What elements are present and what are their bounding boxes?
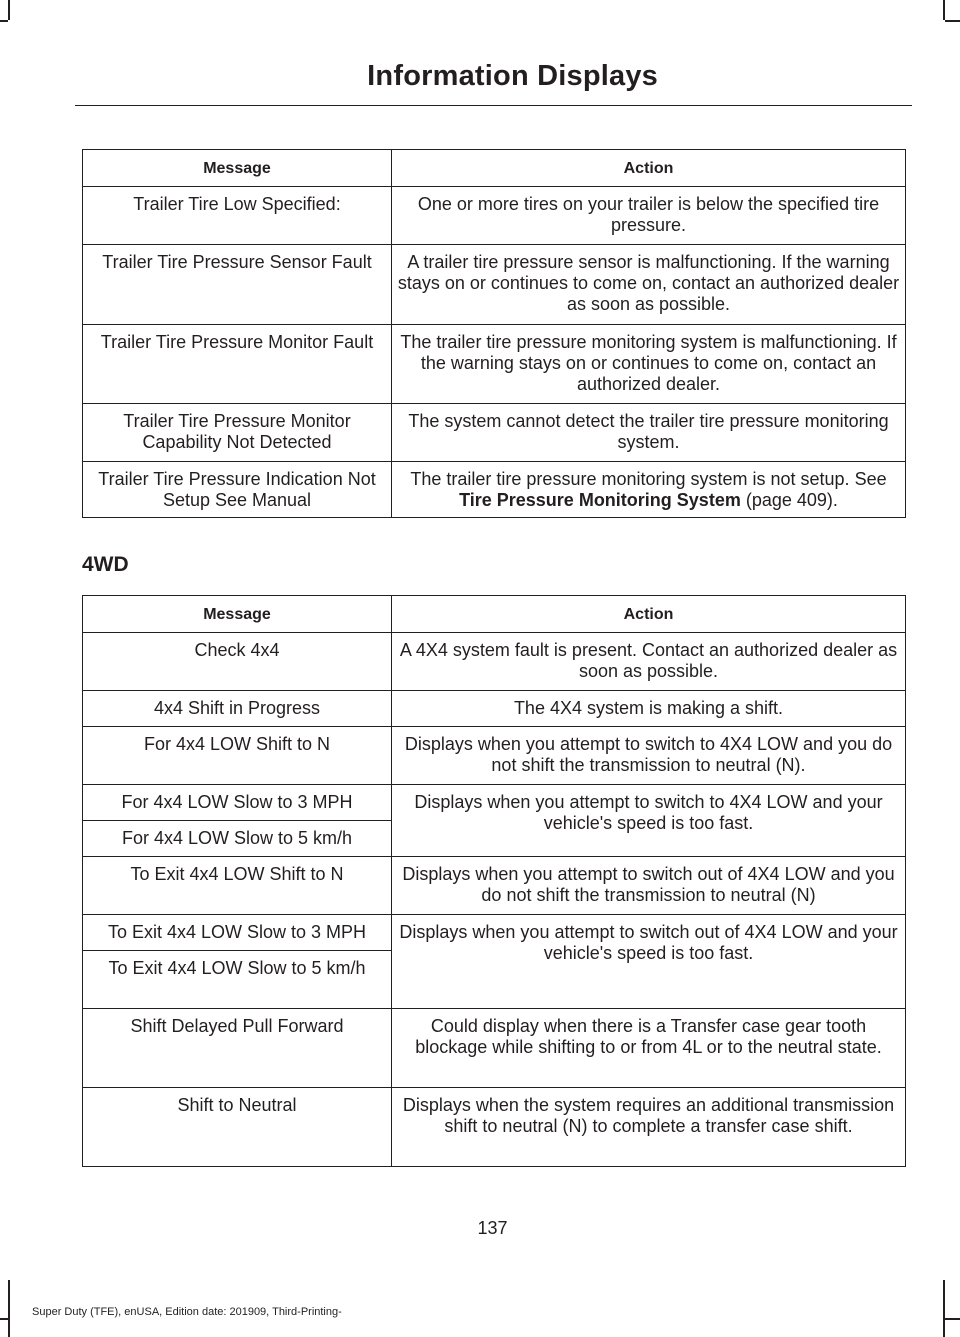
action-cell: A trailer tire pressure sensor is malfunctioning. If the warning stays on or continues to come on, contact an authorized dealer as soon as possible. (392, 245, 906, 325)
table-row (83, 727, 906, 785)
action-cell: Displays when you attempt to switch out of 4X4 LOW and you do not shift the transmission to neutral (N) (392, 857, 906, 915)
action-cell: The system cannot detect the trailer tire pressure monitoring system. (392, 404, 906, 462)
column-header-message: Message (83, 596, 392, 633)
message-cell: For 4x4 LOW Slow to 3 MPH (83, 785, 392, 821)
action-cell: Displays when the system requires an additional transmission shift to neutral (N) to complete a transfer case shift. (392, 1088, 906, 1167)
table-row (83, 857, 906, 915)
table-row (83, 1088, 906, 1167)
message-cell: For 4x4 LOW Slow to 5 km/h (83, 821, 392, 857)
table-row (83, 325, 906, 404)
action-cell: The 4X4 system is making a shift. (392, 691, 906, 727)
crop-mark (0, 20, 8, 22)
cross-reference-link[interactable]: Tire Pressure Monitoring System (459, 490, 741, 510)
column-header-action: Action (392, 596, 906, 633)
action-text: The trailer tire pressure monitoring system is not setup. See (410, 469, 887, 489)
table-header-row (83, 150, 906, 187)
crop-mark (8, 1280, 10, 1337)
action-cell: Could display when there is a Transfer case gear tooth blockage while shifting to or from 4L or to the neutral state. (392, 1009, 906, 1088)
action-cell (392, 462, 906, 518)
table-row (83, 462, 906, 518)
table-row (83, 633, 906, 691)
table-row (83, 915, 906, 951)
page-reference: (page 409). (740, 490, 838, 510)
table-row (83, 404, 906, 462)
crop-mark (945, 20, 960, 22)
edition-footer: Super Duty (TFE), enUSA, Edition date: 201909, Third-Printing- (32, 1306, 342, 1318)
crop-mark (0, 1318, 8, 1320)
trailer-tire-messages-table (82, 149, 906, 518)
action-cell: Displays when you attempt to switch out of 4X4 LOW and your vehicle's speed is too fast. (392, 915, 906, 1009)
4wd-messages-table (82, 595, 906, 1167)
table-row (83, 187, 906, 245)
table-row (83, 691, 906, 727)
table-header-row (83, 596, 906, 633)
message-cell: Shift to Neutral (83, 1088, 392, 1167)
message-cell: Trailer Tire Pressure Monitor Capability Not Detected (83, 404, 392, 462)
message-cell: Trailer Tire Low Specified: (83, 187, 392, 245)
page-title: Information Displays (367, 60, 658, 92)
table-row (83, 785, 906, 821)
message-cell: Check 4x4 (83, 633, 392, 691)
table-row (83, 1009, 906, 1088)
action-cell: Displays when you attempt to switch to 4X4 LOW and your vehicle's speed is too fast. (392, 785, 906, 857)
message-cell: For 4x4 LOW Shift to N (83, 727, 392, 785)
message-cell: Trailer Tire Pressure Sensor Fault (83, 245, 392, 325)
crop-mark (945, 1318, 960, 1320)
section-heading-4wd: 4WD (82, 553, 129, 576)
crop-mark (943, 1280, 945, 1337)
header-divider (75, 105, 912, 106)
crop-mark (943, 0, 945, 20)
message-cell: Shift Delayed Pull Forward (83, 1009, 392, 1088)
action-cell: The trailer tire pressure monitoring system is malfunctioning. If the warning stays on or continues to come on, contact an authorized dealer. (392, 325, 906, 404)
message-cell: To Exit 4x4 LOW Slow to 3 MPH (83, 915, 392, 951)
column-header-action: Action (392, 150, 906, 187)
message-cell: 4x4 Shift in Progress (83, 691, 392, 727)
page-number: 137 (477, 1218, 508, 1238)
message-cell: Trailer Tire Pressure Indication Not Setup See Manual (83, 462, 392, 518)
action-cell: Displays when you attempt to switch to 4X4 LOW and you do not shift the transmission to neutral (N). (392, 727, 906, 785)
message-cell: To Exit 4x4 LOW Slow to 5 km/h (83, 951, 392, 1009)
message-cell: To Exit 4x4 LOW Shift to N (83, 857, 392, 915)
column-header-message: Message (83, 150, 392, 187)
action-cell: One or more tires on your trailer is below the specified tire pressure. (392, 187, 906, 245)
table-row (83, 245, 906, 325)
action-cell: A 4X4 system fault is present. Contact an authorized dealer as soon as possible. (392, 633, 906, 691)
crop-mark (8, 0, 10, 20)
message-cell: Trailer Tire Pressure Monitor Fault (83, 325, 392, 404)
